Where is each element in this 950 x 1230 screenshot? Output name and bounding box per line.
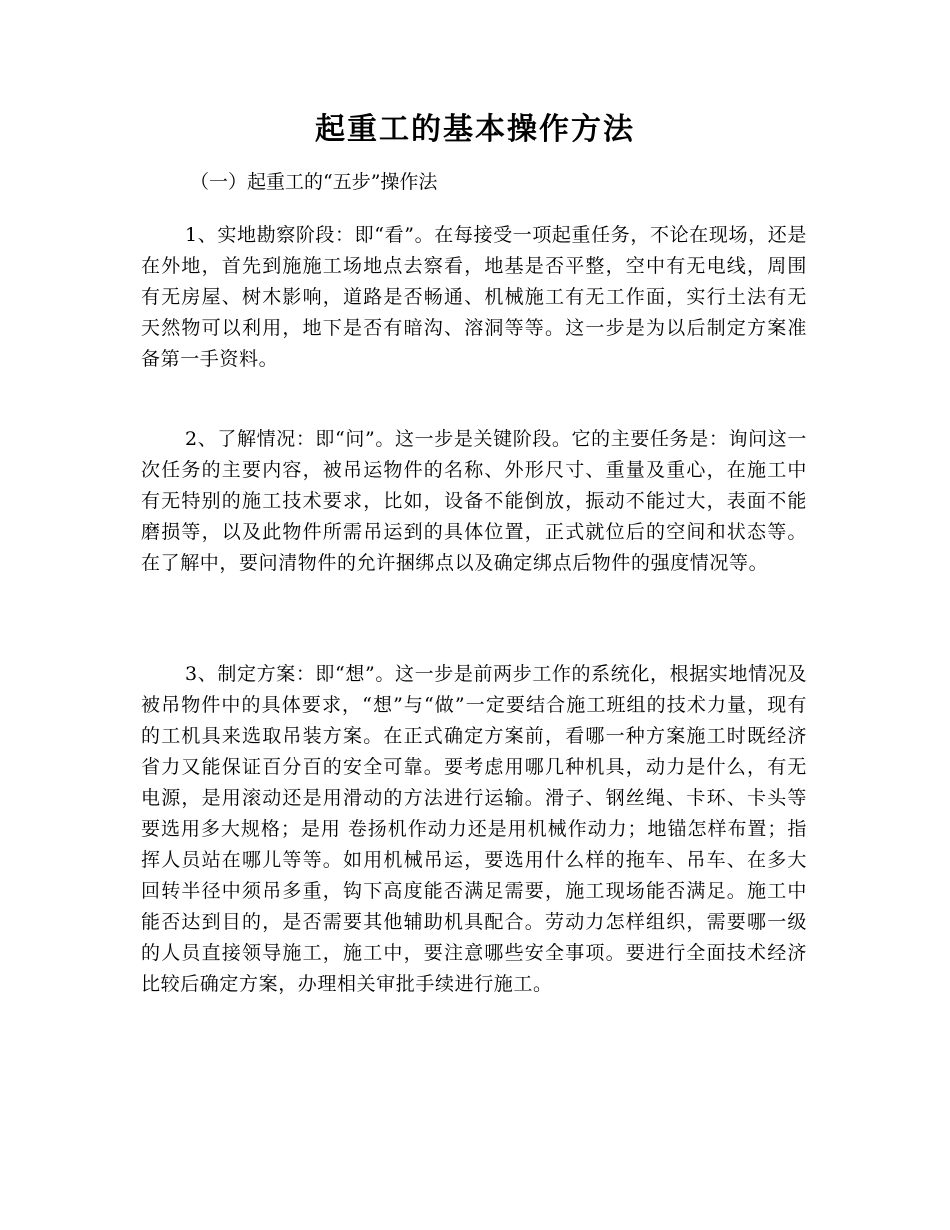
- document-title: 起重工的基本操作方法: [315, 112, 635, 147]
- section-heading: （一）起重工的“五步”操作法: [190, 171, 438, 193]
- paragraph-step-2: 2、了解情况：即“问”。这一步是关键阶段。它的主要任务是：询问这一次任务的主要内容，被吊运物件的名称、外形尺寸、重量及重心，在施工中有无特别的施工技术要求，比如，设备不能倒放，振动不能过大，表面不能磨损等，以及此物件所需吊运到的具体位置，正式就位后的空间和状态等。在了解中，要问清物件的允许捆绑点以及确定绑点后物件的强度情况等。: [141, 428, 807, 574]
- paragraph-step-3: 3、制定方案：即“想”。这一步是前两步工作的系统化，根据实地情况及被吊物件中的具体要求，“想”与“做”一定要结合施工班组的技术力量，现有的工机具来选取吊装方案。在正式确定方案前，看哪一种方案施工时既经济省力又能保证百分百的安全可靠。要考虑用哪几种机具，动力是什么，有无电源，是用滚动还是用滑动的方法进行运输。滑子、钢丝绳、卡环、卡头等要选用多大规格；是用 卷扬机作动力还是用机械作动力；地锚怎样布置；指挥人员站在哪儿等等。如用机械吊运，要选用什么样的拖车、吊车、在多大回转半径中须吊多重，钩下高度能否满足需要，施工现场能否满足。施工中能否达到目的，是否需要其他辅助机具配合。劳动力怎样组织，需要哪一级的人员直接领导施工，施工中，要注意哪些安全事项。要进行全面技术经济比较后确定方案，办理相关审批手续进行施工。: [141, 663, 807, 995]
- paragraph-step-1: 1、实地勘察阶段：即“看”。在每接受一项起重任务，不论在现场，还是在外地，首先到施施工场地点去察看，地基是否平整，空中有无电线，周围有无房屋、树木影响，道路是否畅通、机械施工有无工作面，实行土法有无天然物可以利用，地下是否有暗沟、溶洞等等。这一步是为以后制定方案准备第一手资料。: [141, 224, 807, 370]
